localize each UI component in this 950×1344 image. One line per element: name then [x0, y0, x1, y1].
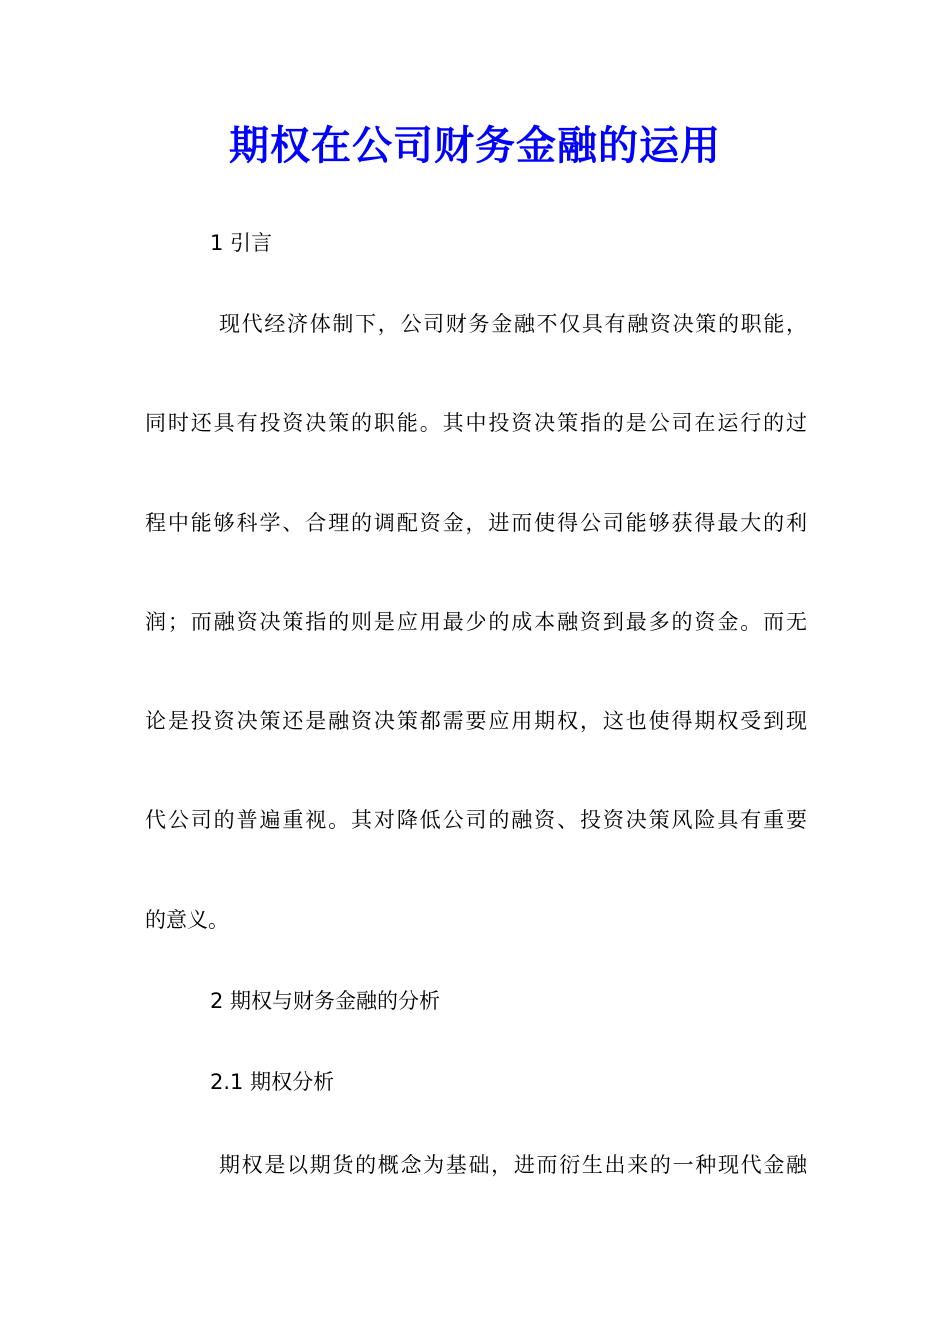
paragraph-line: 的意义。: [145, 907, 229, 932]
section-heading-2-1: 2.1 期权分析: [210, 1070, 335, 1094]
document-title: 期权在公司财务金融的运用: [229, 123, 721, 169]
paragraph-line: 润；而融资决策指的则是应用最少的成本融资到最多的资金。而无: [145, 609, 807, 634]
intro-paragraph: [145, 275, 807, 970]
paragraph-line: 期权是以期货的概念为基础，进而衍生出来的一种现代金融: [219, 1153, 807, 1177]
paragraph-line: 现代经济体制下，公司财务金融不仅具有融资决策的职能，: [219, 312, 807, 336]
paragraph-line: 代公司的普遍重视。其对降低公司的融资、投资决策风险具有重要: [145, 808, 807, 833]
section-heading-2: 2 期权与财务金融的分析: [210, 989, 441, 1013]
section21-paragraph: [145, 1116, 807, 1215]
paragraph-line: 同时还具有投资决策的职能。其中投资决策指的是公司在运行的过: [145, 411, 807, 436]
paragraph-line: 论是投资决策还是融资决策都需要应用期权，这也使得期权受到现: [145, 709, 807, 734]
section-heading-intro: 1 引言: [210, 231, 273, 255]
paragraph-line: 程中能够科学、合理的调配资金，进而使得公司能够获得最大的利: [145, 510, 807, 535]
